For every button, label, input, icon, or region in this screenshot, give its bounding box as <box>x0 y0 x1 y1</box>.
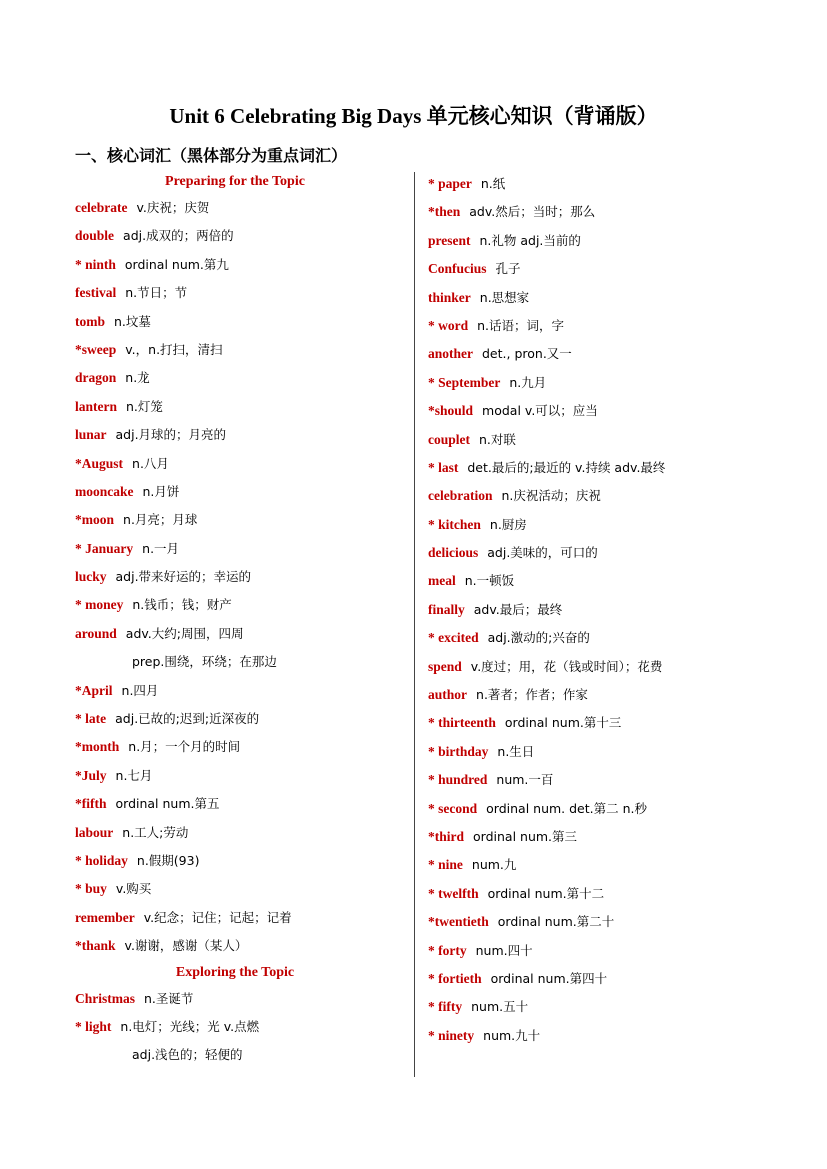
vocab-definition: 孔子 <box>495 261 521 277</box>
vocab-word: *thank <box>75 938 116 954</box>
vocab-word: thinker <box>428 289 471 305</box>
vocab-definition: v.纪念；记住；记起；记着 <box>143 909 292 925</box>
vocab-definition: n.对联 <box>479 431 516 447</box>
vocab-definition: n.四月 <box>121 682 159 698</box>
page-title: Unit 6 Celebrating Big Days 单元核心知识（背诵版） <box>169 104 658 128</box>
vocab-row <box>75 591 405 619</box>
vocab-row <box>428 766 808 794</box>
vocab-row <box>428 965 808 993</box>
vocab-row <box>75 648 405 676</box>
vocab-word: around <box>75 625 117 641</box>
vocab-row <box>75 1041 405 1069</box>
vocab-row <box>75 904 405 932</box>
vocab-word: * September <box>428 374 501 390</box>
vocab-definition: n.龙 <box>125 370 150 386</box>
vocab-word: *then <box>428 204 461 220</box>
vocab-definition: n.坟墓 <box>114 313 151 329</box>
vocab-word: *July <box>75 767 107 783</box>
vocab-word: *month <box>75 739 120 755</box>
vocab-definition: num.九 <box>471 857 517 873</box>
vocab-definition: n.一月 <box>142 540 180 556</box>
vocab-definition: ordinal num.第九 <box>124 256 229 272</box>
left-vocab-list-1 <box>75 194 405 961</box>
vocab-word: *twentieth <box>428 914 489 930</box>
vocab-definition: ordinal num.第二十 <box>497 914 615 930</box>
vocab-row <box>75 1013 405 1041</box>
vocab-row <box>75 819 405 847</box>
vocab-word: spend <box>428 658 462 674</box>
vocab-word: * excited <box>428 630 479 646</box>
vocab-row <box>428 596 808 624</box>
vocab-word: * ninety <box>428 1027 475 1043</box>
vocab-word: Christmas <box>75 990 135 1006</box>
vocab-row <box>428 653 808 681</box>
vocab-word: present <box>428 232 471 248</box>
vocab-definition: n.纸 <box>480 176 506 191</box>
vocab-row <box>75 620 405 648</box>
vocab-definition: adj.带来好运的；幸运的 <box>115 569 252 585</box>
vocab-word: * paper <box>428 176 472 191</box>
vocab-row <box>75 762 405 790</box>
vocab-row <box>428 738 808 766</box>
vocab-word: * thirteenth <box>428 715 496 731</box>
vocab-row <box>428 312 808 340</box>
vocab-row <box>75 364 405 392</box>
vocab-row <box>428 795 808 823</box>
vocab-word: * word <box>428 317 469 333</box>
vocab-definition: adv.大约;周围，四周 <box>125 625 244 641</box>
left-vocab-list-2 <box>75 985 405 1070</box>
vocab-word: * holiday <box>75 852 128 868</box>
vocab-definition: n.节日；节 <box>125 285 188 301</box>
vocab-word: * January <box>75 540 134 556</box>
vocab-definition: adj.月球的；月亮的 <box>115 427 227 443</box>
vocab-row <box>428 851 808 879</box>
vocab-word: mooncake <box>75 483 134 499</box>
vocab-word: tomb <box>75 313 105 329</box>
vocab-word: lucky <box>75 569 107 585</box>
vocab-word: * kitchen <box>428 516 481 532</box>
vocab-definition: n.工人;劳动 <box>122 824 189 840</box>
vocab-definition: ordinal num.第四十 <box>490 970 608 986</box>
vocab-definition: n.七月 <box>115 767 153 783</box>
vocab-definition: det.最后的;最近的 v.持续 adv.最终 <box>467 459 666 475</box>
vocab-row <box>428 539 808 567</box>
right-column <box>428 170 808 1050</box>
vocab-definition: adj.已故的;迟到;近深夜的 <box>115 711 260 727</box>
vocab-word: *August <box>75 455 124 471</box>
vocab-word: finally <box>428 601 465 617</box>
vocab-definition: n.月亮；月球 <box>123 512 198 528</box>
vocab-word: *third <box>428 828 465 844</box>
vocab-definition: num.五十 <box>471 999 529 1015</box>
vocab-row <box>428 170 808 198</box>
vocab-row <box>428 937 808 965</box>
vocab-row <box>428 454 808 482</box>
vocab-definition: num.九十 <box>483 1027 541 1043</box>
vocab-definition: n.钱币；钱；财产 <box>132 597 232 613</box>
vocab-row <box>75 790 405 818</box>
vocab-definition: n.庆祝活动；庆祝 <box>501 488 601 504</box>
vocab-row <box>75 194 405 222</box>
vocab-word: * buy <box>75 881 107 897</box>
vocab-word: celebration <box>428 488 493 504</box>
vocab-definition: ordinal num.第十二 <box>487 885 605 901</box>
vocab-definition: n.思想家 <box>479 289 530 305</box>
vocab-word: double <box>75 228 115 244</box>
vocab-definition: n.生日 <box>497 743 535 759</box>
vocab-definition: n.月；一个月的时间 <box>128 739 241 755</box>
vocab-word: * forty <box>428 942 467 958</box>
vocab-row <box>75 251 405 279</box>
vocab-word: * money <box>75 597 124 613</box>
vocab-definition: modal v.可以；应当 <box>482 403 598 419</box>
vocab-definition: v.庆祝；庆贺 <box>136 200 210 215</box>
section-title-exploring: Exploring the Topic <box>175 964 295 980</box>
section-title-preparing: Preparing for the Topic <box>165 174 305 189</box>
vocab-word: meal <box>428 573 456 589</box>
vocab-word: *sweep <box>75 341 117 357</box>
vocab-word: * fifty <box>428 999 463 1015</box>
vocab-row <box>428 511 808 539</box>
vocab-word: author <box>428 687 468 703</box>
vocab-definition: num.一百 <box>496 772 554 788</box>
vocab-word: * ninth <box>75 256 116 272</box>
vocab-word: Confucius <box>428 261 487 277</box>
vocab-definition: adj.浅色的；轻便的 <box>132 1047 243 1063</box>
vocab-row <box>75 393 405 421</box>
vocab-definition: adv.然后；当时；那么 <box>469 204 596 220</box>
vocab-definition: prep.围绕，环绕；在那边 <box>132 654 277 670</box>
vocab-word: * late <box>75 711 107 727</box>
vocab-word: * hundred <box>428 772 488 788</box>
vocab-row <box>75 677 405 705</box>
vocab-definition: v.谢谢，感谢（某人） <box>124 938 248 954</box>
vocab-word: festival <box>75 285 117 301</box>
vocab-row <box>428 482 808 510</box>
vocab-word: lantern <box>75 398 117 414</box>
vocab-word: *moon <box>75 512 115 528</box>
vocab-word: dragon <box>75 370 117 386</box>
vocab-word: * last <box>428 459 459 475</box>
left-column <box>75 170 405 1070</box>
vocab-definition: n.圣诞节 <box>144 990 194 1006</box>
vocab-row <box>428 908 808 936</box>
vocab-definition: adv.最后；最终 <box>473 601 563 617</box>
vocab-word: * birthday <box>428 743 489 759</box>
vocab-row <box>75 705 405 733</box>
vocab-word: couplet <box>428 431 470 447</box>
vocab-definition: n.月饼 <box>142 483 180 499</box>
vocab-row <box>75 733 405 761</box>
vocab-row <box>428 567 808 595</box>
vocab-definition: ordinal num. det.第二 n.秒 <box>486 800 647 816</box>
vocab-word: labour <box>75 824 114 840</box>
vocab-row <box>428 426 808 454</box>
vocab-row <box>428 369 808 397</box>
vocab-definition: n.话语；词，字 <box>477 317 565 333</box>
vocab-definition: det., pron.又一 <box>482 346 572 362</box>
vocab-row <box>75 563 405 591</box>
vocab-row <box>75 847 405 875</box>
vocab-row <box>428 993 808 1021</box>
vocab-word: another <box>428 346 473 362</box>
vocab-definition: ordinal num.第三 <box>473 828 578 844</box>
vocab-word: * nine <box>428 857 463 873</box>
vocab-definition: n.电灯；光线；光 v.点燃 <box>120 1018 260 1034</box>
vocab-word: *fifth <box>75 796 107 812</box>
vocab-word: * second <box>428 800 478 816</box>
vocab-definition: adj.美味的，可口的 <box>487 545 598 561</box>
vocab-word: delicious <box>428 545 479 561</box>
vocab-word: celebrate <box>75 200 128 215</box>
vocab-row <box>428 284 808 312</box>
vocab-word: * twelfth <box>428 885 479 901</box>
vocab-row <box>428 255 808 283</box>
vocab-row <box>75 932 405 960</box>
vocab-definition: ordinal num.第十三 <box>504 715 622 731</box>
vocab-word: * fortieth <box>428 970 482 986</box>
vocab-row <box>75 450 405 478</box>
vocab-word: * light <box>75 1018 112 1034</box>
vocab-definition: n.一顿饭 <box>464 573 515 589</box>
vocab-definition: ordinal num.第五 <box>115 796 220 812</box>
vocab-row <box>428 709 808 737</box>
vocab-row <box>428 880 808 908</box>
vocab-word: remember <box>75 909 135 925</box>
vocab-row <box>75 506 405 534</box>
vocab-row <box>75 421 405 449</box>
vocab-definition: n.礼物 adj.当前的 <box>479 232 581 248</box>
vocab-word: *April <box>75 682 113 698</box>
vocab-definition: n.假期(93) <box>136 852 200 868</box>
right-vocab-list <box>428 170 808 1050</box>
vocab-definition: n.九月 <box>509 374 547 390</box>
vocab-row <box>428 227 808 255</box>
vocab-row <box>75 985 405 1013</box>
vocab-row <box>75 308 405 336</box>
vocab-row <box>428 397 808 425</box>
vocab-definition: v.度过；用，花（钱或时间）；花费 <box>470 658 663 674</box>
vocab-row <box>75 279 405 307</box>
vocab-row <box>428 198 808 226</box>
vocab-definition: n.灯笼 <box>126 398 163 414</box>
vocab-row <box>75 875 405 903</box>
vocab-definition: v.购买 <box>115 881 152 897</box>
vocab-definition: num.四十 <box>475 942 533 958</box>
vocab-row <box>75 535 405 563</box>
vocab-word: lunar <box>75 427 107 443</box>
vocab-row <box>428 340 808 368</box>
vocab-definition: n.著者；作者；作家 <box>476 687 588 703</box>
vocab-definition: n.八月 <box>132 455 169 471</box>
vocab-definition: v.，n.打扫，清扫 <box>125 341 223 357</box>
vocab-word: *should <box>428 403 474 419</box>
vocab-row <box>75 336 405 364</box>
vocab-definition: n.厨房 <box>489 516 527 532</box>
vocab-definition: adj.成双的；两倍的 <box>123 228 234 244</box>
column-divider <box>414 172 415 1077</box>
vocab-row <box>75 222 405 250</box>
vocab-row <box>428 681 808 709</box>
vocab-definition: adj.激动的;兴奋的 <box>487 630 590 646</box>
vocab-row <box>75 478 405 506</box>
vocab-row <box>428 1022 808 1050</box>
vocab-row <box>428 624 808 652</box>
section-heading: 一、核心词汇（黑体部分为重点词汇） <box>75 148 348 165</box>
vocab-row <box>428 823 808 851</box>
